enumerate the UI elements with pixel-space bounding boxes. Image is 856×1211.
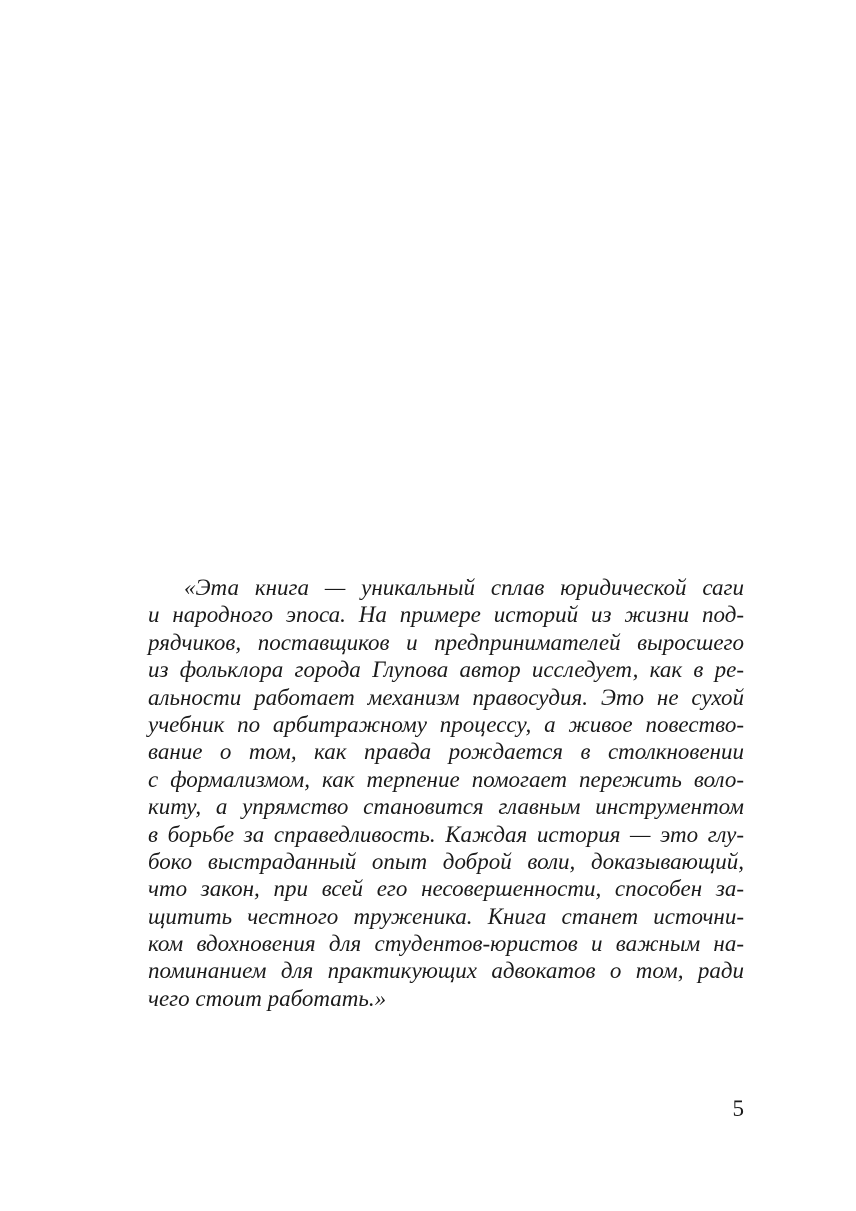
quote-line: в борьбе за справедливость. Каждая история — это глу- <box>148 821 744 847</box>
quote-line: чего стоит работать.» <box>148 985 387 1011</box>
quote-line: вание о том, как правда рождается в столкновении <box>148 739 744 765</box>
quote-line: альности работает механизм правосудия. Это не сухой <box>148 684 744 710</box>
epigraph-quote <box>148 574 744 1012</box>
quote-line: щитить честного труженика. Книга станет источни- <box>148 903 744 929</box>
quote-line: из фольклора города Глупова автор исследует, как в ре- <box>148 657 744 683</box>
quote-line: киту, а упрямство становится главным инструментом <box>148 794 744 820</box>
quote-line: и народного эпоса. На примере историй из жизни под- <box>148 602 744 628</box>
quote-line: «Эта книга — уникальный сплав юридической саги <box>184 575 744 600</box>
quote-line: рядчиков, поставщиков и предпринимателей выросшего <box>148 629 744 655</box>
quote-line: с формализмом, как терпение помогает пережить воло- <box>148 766 744 792</box>
quote-line: учебник по арбитражному процессу, а живое повество- <box>148 711 744 737</box>
quote-line: боко выстраданный опыт доброй воли, доказывающий, <box>148 848 744 874</box>
quote-line: что закон, при всей его несовершенности, способен за- <box>148 876 744 902</box>
quote-line: поминанием для практикующих адвокатов о том, ради <box>148 958 744 984</box>
quote-line: ком вдохновения для студентов-юристов и важным на- <box>148 931 744 957</box>
page-number: 5 <box>732 1096 744 1121</box>
